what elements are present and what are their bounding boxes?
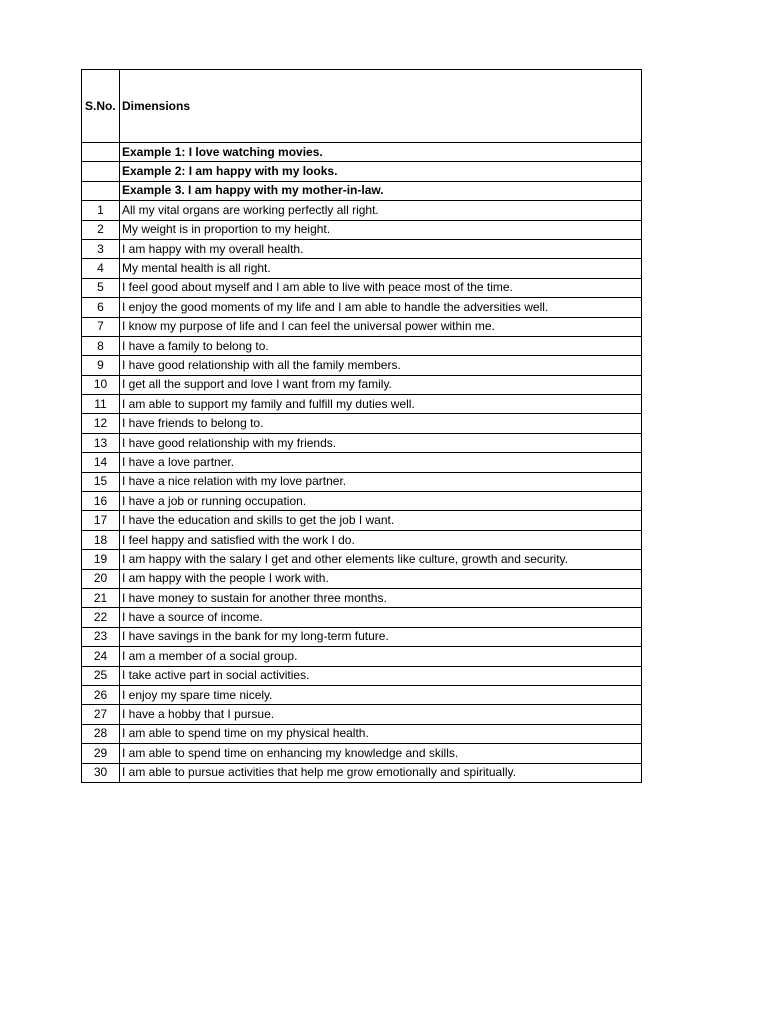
table-row	[82, 666, 642, 685]
table-row	[82, 588, 642, 607]
table-row	[82, 705, 642, 724]
row-text-cell: I am able to spend time on enhancing my knowledge and skills.	[120, 744, 642, 763]
row-text-cell: I know my purpose of life and I can feel the universal power within me.	[120, 317, 642, 336]
header-row	[82, 70, 642, 143]
row-number-cell: 26	[82, 685, 120, 704]
row-number-cell: 14	[82, 453, 120, 472]
table-row	[82, 472, 642, 491]
row-number-cell: 16	[82, 492, 120, 511]
table-row	[82, 550, 642, 569]
row-text-cell: I have a hobby that I pursue.	[120, 705, 642, 724]
table-row	[82, 453, 642, 472]
row-text-cell: I have a love partner.	[120, 453, 642, 472]
example-number-cell	[82, 143, 120, 162]
example-text-cell: Example 2: I am happy with my looks.	[120, 162, 642, 181]
row-number-cell: 25	[82, 666, 120, 685]
row-text-cell: I feel happy and satisfied with the work I do.	[120, 530, 642, 549]
row-number-cell: 11	[82, 395, 120, 414]
row-number-cell: 13	[82, 433, 120, 452]
row-number-cell: 6	[82, 298, 120, 317]
row-text-cell: I have the education and skills to get the job I want.	[120, 511, 642, 530]
table-row	[82, 763, 642, 782]
table-row	[82, 492, 642, 511]
row-text-cell: I have money to sustain for another three months.	[120, 588, 642, 607]
row-number-cell: 2	[82, 220, 120, 239]
table-row	[82, 201, 642, 220]
table-row	[82, 627, 642, 646]
row-number-cell: 27	[82, 705, 120, 724]
row-number-cell: 23	[82, 627, 120, 646]
row-number-cell: 5	[82, 278, 120, 297]
row-text-cell: I have a nice relation with my love partner.	[120, 472, 642, 491]
row-text-cell: I have a family to belong to.	[120, 336, 642, 355]
row-number-cell: 3	[82, 239, 120, 258]
row-text-cell: I enjoy my spare time nicely.	[120, 685, 642, 704]
row-text-cell: All my vital organs are working perfectly all right.	[120, 201, 642, 220]
row-number-cell: 9	[82, 356, 120, 375]
table-row	[82, 259, 642, 278]
example-text-cell: Example 3. I am happy with my mother-in-law.	[120, 181, 642, 200]
example-number-cell	[82, 162, 120, 181]
row-text-cell: I feel good about myself and I am able to live with peace most of the time.	[120, 278, 642, 297]
table-row	[82, 414, 642, 433]
row-text-cell: I get all the support and love I want from my family.	[120, 375, 642, 394]
row-text-cell: I have good relationship with all the family members.	[120, 356, 642, 375]
table-row	[82, 724, 642, 743]
row-text-cell: I enjoy the good moments of my life and I am able to handle the adversities well.	[120, 298, 642, 317]
row-number-cell: 21	[82, 588, 120, 607]
row-text-cell: I am able to pursue activities that help me grow emotionally and spiritually.	[120, 763, 642, 782]
row-number-cell: 12	[82, 414, 120, 433]
row-number-cell: 24	[82, 647, 120, 666]
row-text-cell: I am happy with my overall health.	[120, 239, 642, 258]
table-row	[82, 608, 642, 627]
table-row	[82, 395, 642, 414]
table-row	[82, 298, 642, 317]
table-row	[82, 744, 642, 763]
row-number-cell: 8	[82, 336, 120, 355]
row-number-cell: 19	[82, 550, 120, 569]
example-text-cell: Example 1: I love watching movies.	[120, 143, 642, 162]
sno-header: S.No.	[82, 70, 120, 143]
row-text-cell: I have savings in the bank for my long-term future.	[120, 627, 642, 646]
row-number-cell: 28	[82, 724, 120, 743]
table-row	[82, 375, 642, 394]
row-number-cell: 1	[82, 201, 120, 220]
table-row	[82, 647, 642, 666]
table-row	[82, 220, 642, 239]
row-number-cell: 7	[82, 317, 120, 336]
table-body	[82, 70, 642, 783]
row-text-cell: I have a job or running occupation.	[120, 492, 642, 511]
table-row	[82, 569, 642, 588]
row-text-cell: I have a source of income.	[120, 608, 642, 627]
table-row	[82, 685, 642, 704]
row-text-cell: My mental health is all right.	[120, 259, 642, 278]
row-text-cell: I am able to support my family and fulfill my duties well.	[120, 395, 642, 414]
table-row	[82, 278, 642, 297]
dimensions-header: Dimensions	[120, 70, 642, 143]
dimensions-table	[81, 69, 642, 783]
row-text-cell: I am happy with the salary I get and other elements like culture, growth and security.	[120, 550, 642, 569]
table-row	[82, 317, 642, 336]
table-row	[82, 336, 642, 355]
row-number-cell: 30	[82, 763, 120, 782]
row-number-cell: 10	[82, 375, 120, 394]
table-row	[82, 530, 642, 549]
table-row	[82, 433, 642, 452]
example-row	[82, 162, 642, 181]
row-number-cell: 20	[82, 569, 120, 588]
row-number-cell: 4	[82, 259, 120, 278]
row-text-cell: I have friends to belong to.	[120, 414, 642, 433]
row-text-cell: I am a member of a social group.	[120, 647, 642, 666]
row-text-cell: I am able to spend time on my physical health.	[120, 724, 642, 743]
row-number-cell: 17	[82, 511, 120, 530]
row-text-cell: I am happy with the people I work with.	[120, 569, 642, 588]
row-number-cell: 18	[82, 530, 120, 549]
table-row	[82, 511, 642, 530]
row-number-cell: 22	[82, 608, 120, 627]
table-row	[82, 239, 642, 258]
example-row	[82, 143, 642, 162]
row-text-cell: My weight is in proportion to my height.	[120, 220, 642, 239]
row-text-cell: I have good relationship with my friends.	[120, 433, 642, 452]
table-row	[82, 356, 642, 375]
row-number-cell: 29	[82, 744, 120, 763]
example-row	[82, 181, 642, 200]
example-number-cell	[82, 181, 120, 200]
row-text-cell: I take active part in social activities.	[120, 666, 642, 685]
row-number-cell: 15	[82, 472, 120, 491]
